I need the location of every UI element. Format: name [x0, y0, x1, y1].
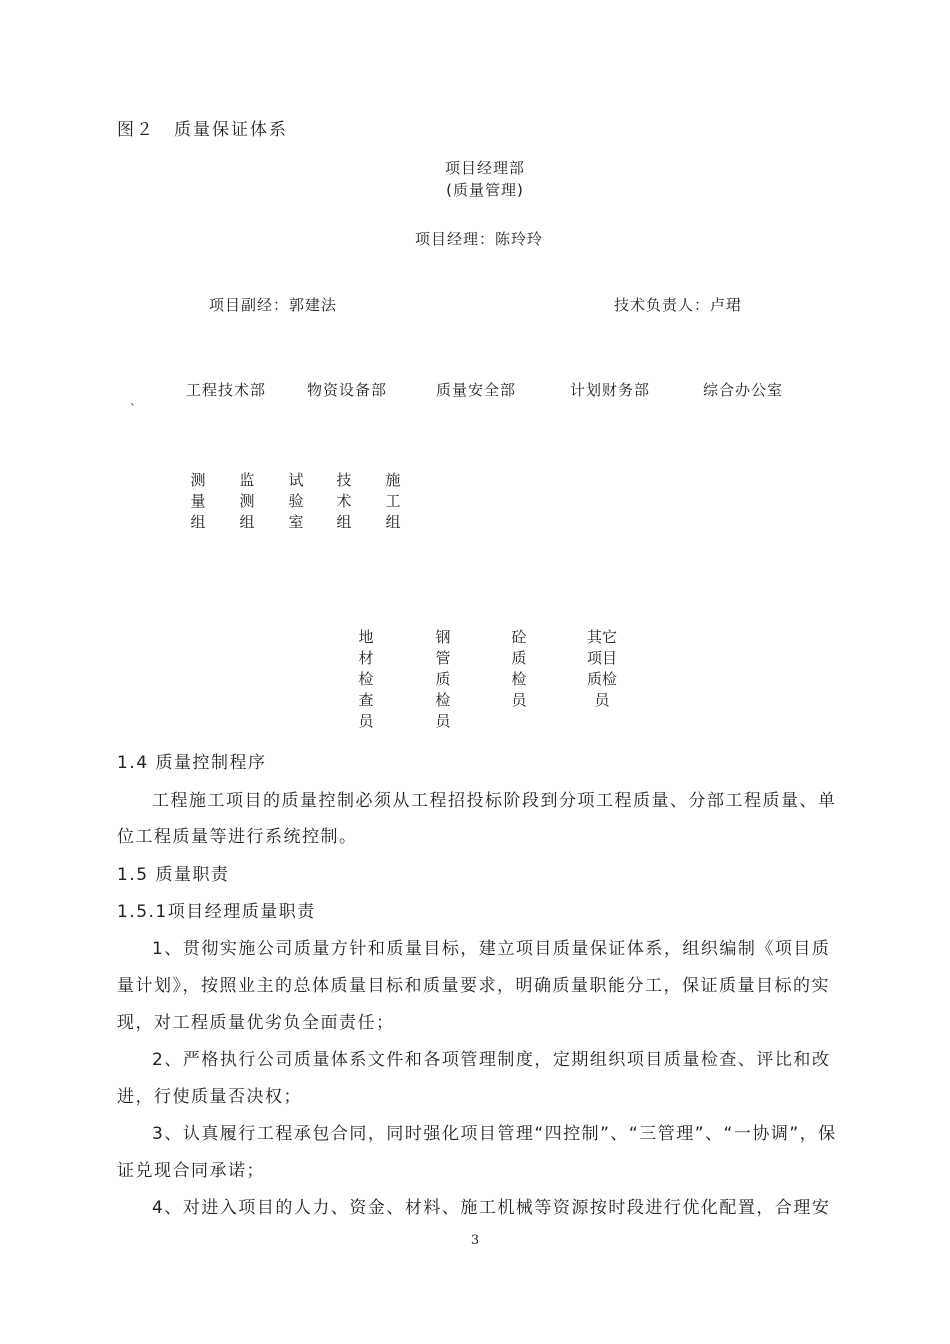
paragraph-line: 2、严格执行公司质量体系文件和各项管理制度，定期组织项目质量检查、评比和改 — [152, 1050, 831, 1070]
department: 综合办公室 — [703, 381, 784, 399]
paragraph-line: 量计划》，按照业主的总体质量目标和质量要求，明确质量职能分工，保证质量目标的实 — [117, 976, 830, 996]
stray-mark: ` — [130, 402, 136, 416]
org-root-title: 项目经理部 — [444, 159, 525, 177]
org-deputy: 项目副经：郭建法 — [209, 296, 338, 314]
department: 工程技术部 — [186, 381, 267, 399]
inspector-column: 砼 质 检 员 — [511, 628, 527, 709]
department: 物资设备部 — [307, 381, 388, 399]
page-number: 3 — [470, 1233, 480, 1248]
group-column: 技 术 组 — [336, 471, 352, 531]
org-manager: 项目经理：陈玲玲 — [415, 230, 544, 248]
figure-caption: 图２ 质量保证体系 — [117, 120, 288, 140]
paragraph-line: 进，行使质量否决权； — [117, 1087, 302, 1107]
paragraph-line: 4、对进入项目的人力、资金、材料、施工机械等资源按时段进行优化配置，合理安 — [152, 1198, 831, 1218]
section-heading: 1.4 质量控制程序 — [117, 753, 267, 773]
subsection-heading: 1.5.1项目经理质量职责 — [117, 902, 316, 922]
org-tech-lead: 技术负责人：卢珺 — [614, 296, 743, 314]
paragraph-line: 证兑现合同承诺； — [117, 1161, 265, 1181]
paragraph-line: 3、认真履行工程承包合同，同时强化项目管理“四控制”、“三管理”、“一协调”，保 — [152, 1124, 837, 1144]
section-heading: 1.5 质量职责 — [117, 865, 230, 885]
org-root-subtitle: (质量管理) — [446, 181, 524, 199]
inspector-column: 地 材 检 查 员 — [358, 628, 374, 730]
paragraph-line: 位工程质量等进行系统控制。 — [117, 827, 358, 847]
department: 质量安全部 — [436, 381, 517, 399]
inspector-column: 其它 项目 质检 员 — [586, 628, 617, 709]
inspector-column: 钢 管 质 检 员 — [435, 628, 451, 730]
paragraph-line: 现，对工程质量优劣负全面责任； — [117, 1013, 395, 1033]
department: 计划财务部 — [570, 381, 651, 399]
group-column: 试 验 室 — [288, 471, 304, 531]
group-column: 测 量 组 — [190, 471, 206, 531]
group-column: 施 工 组 — [385, 471, 401, 531]
paragraph-line: 1、贯彻实施公司质量方针和质量目标，建立项目质量保证体系，组织编制《项目质 — [152, 939, 831, 959]
paragraph-line: 工程施工项目的质量控制必须从工程招投标阶段到分项工程质量、分部工程质量、单 — [152, 791, 837, 811]
group-column: 监 测 组 — [239, 471, 255, 531]
